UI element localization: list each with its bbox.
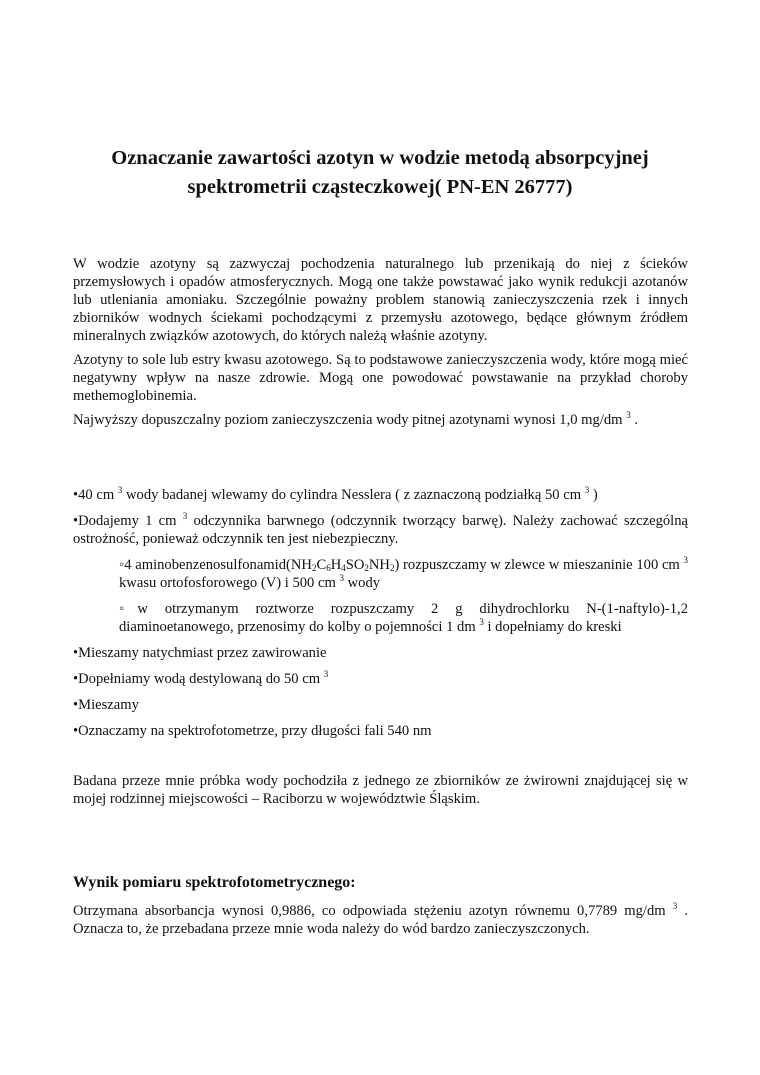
result-heading: Wynik pomiaru spektrofotometrycznego:: [73, 874, 356, 891]
superscript: 3: [626, 410, 631, 420]
substep-2: [119, 600, 688, 636]
procedure-steps-2: [73, 644, 688, 740]
sample-section: [73, 772, 688, 808]
text-run: Badana przeze mnie próbka wody pochodziła z jednego ze zbiorników ze żwirowni znajdującej się w mojej rodzinnej miejscowości – Raciborzu w województwie Śląskim.: [73, 773, 688, 807]
step-4: [73, 670, 688, 688]
intro-paragraph-3: [73, 411, 688, 429]
text-run: •Dodajemy 1 cm: [73, 513, 183, 529]
superscript: 3: [117, 485, 123, 495]
superscript: 3: [672, 901, 678, 911]
step-3: [73, 644, 688, 662]
text-run: wody: [343, 575, 381, 591]
superscript: 3: [683, 555, 688, 565]
superscript: 3: [323, 669, 329, 679]
text-run: H: [330, 557, 342, 573]
text-run: kwasu ortofosforowego (V) i 500 cm: [119, 575, 340, 591]
superscript: 3: [584, 485, 590, 495]
text-run: W wodzie azotyny są zazwyczaj pochodzenia naturalnego lub przenikają do niej z ścieków przemysłowych i opadów atmosferycznych. Mogą one także powstawać jako wynik redukcji azotanów lub utleniania amoniaku. Szczególnie poważny problem stanowią zanieczyszczenia rzek i innych zbiorników wodnych ściekami pochodzącymi z przemysłu azotowego, będące głównym źródłem mineralnych związków azotowych, do których należą właśnie azotyny.: [73, 256, 688, 344]
substep-1: [119, 556, 688, 592]
text-run: •40 cm: [73, 487, 118, 503]
text-run: ) rozpuszczamy w zlewce w mieszaninie 100 cm: [394, 557, 684, 573]
superscript: 3: [182, 511, 188, 521]
superscript: 3: [479, 617, 484, 627]
text-run: .: [630, 412, 638, 428]
text-run: Najwyższy dopuszczalny poziom zanieczyszczenia wody pitnej azotynami wynosi 1,0 mg/dm: [73, 412, 627, 428]
intro-paragraph-1: [73, 255, 688, 345]
intro-paragraph-2: [73, 351, 688, 405]
step-5: [73, 696, 688, 714]
text-run: ◦w otrzymanym roztworze rozpuszczamy 2 g dihydrochlorku N-(1-naftylo)-1,2 diaminoetanowego, przenosimy do kolby o pojemności 1 dm: [119, 601, 688, 635]
result-paragraph: [73, 902, 688, 938]
text-run: •Dopełniamy wodą destylowaną do 50 cm: [73, 671, 324, 687]
text-run: i dopełniamy do kreski: [483, 619, 622, 635]
subscript: 4: [341, 563, 346, 573]
sample-paragraph: [73, 772, 688, 808]
text-run: Otrzymana absorbancja wynosi 0,9886, co odpowiada stężeniu azotyn równemu 0,7789 mg/dm: [73, 903, 673, 919]
result-section: [73, 902, 688, 938]
step-2: [73, 512, 688, 548]
document-title: Oznaczanie zawartości azotyn w wodzie metodą absorpcyjnej spektrometrii cząsteczkowej( PN-EN 26777): [111, 147, 649, 198]
subscript: 2: [311, 563, 317, 573]
text-run: ): [589, 487, 598, 503]
text-run: . Oznacza to, że przebadana przeze mnie woda należy do wód bardzo zanieczyszczonych.: [73, 903, 689, 937]
step-6: [73, 722, 688, 740]
subscript: 2: [364, 563, 369, 573]
text-run: Azotyny to sole lub estry kwasu azotowego. Są to podstawowe zanieczyszczenia wody, które mogą mieć negatywny wpływ na nasze zdrowie. Mogą one powodować powstawanie na przykład choroby methemoglobinemia.: [73, 352, 688, 404]
superscript: 3: [339, 573, 344, 583]
intro-section: [73, 255, 688, 429]
text-run: ◦4 aminobenzenosulfonamid(NH: [119, 557, 312, 573]
subscript: 6: [326, 563, 331, 573]
text-run: •Mieszamy natychmiast przez zawirowanie: [73, 645, 327, 661]
text-run: C: [316, 557, 327, 573]
text-run: •Oznaczamy na spektrofotometrze, przy długości fali 540 nm: [73, 723, 432, 739]
text-run: wody badanej wlewamy do cylindra Nesslera ( z zaznaczoną podziałką 50 cm: [122, 487, 585, 503]
subscript: 2: [389, 563, 395, 573]
step-1: [73, 486, 688, 504]
text-run: odczynnika barwnego (odczynnik tworzący barwę). Należy zachować szczególną ostrożność, ponieważ odczynnik ten jest niebezpieczny.: [73, 513, 688, 547]
text-run: SO: [345, 557, 365, 573]
text-run: NH: [368, 557, 390, 573]
text-run: •Mieszamy: [73, 697, 139, 713]
procedure-steps: [73, 486, 688, 548]
